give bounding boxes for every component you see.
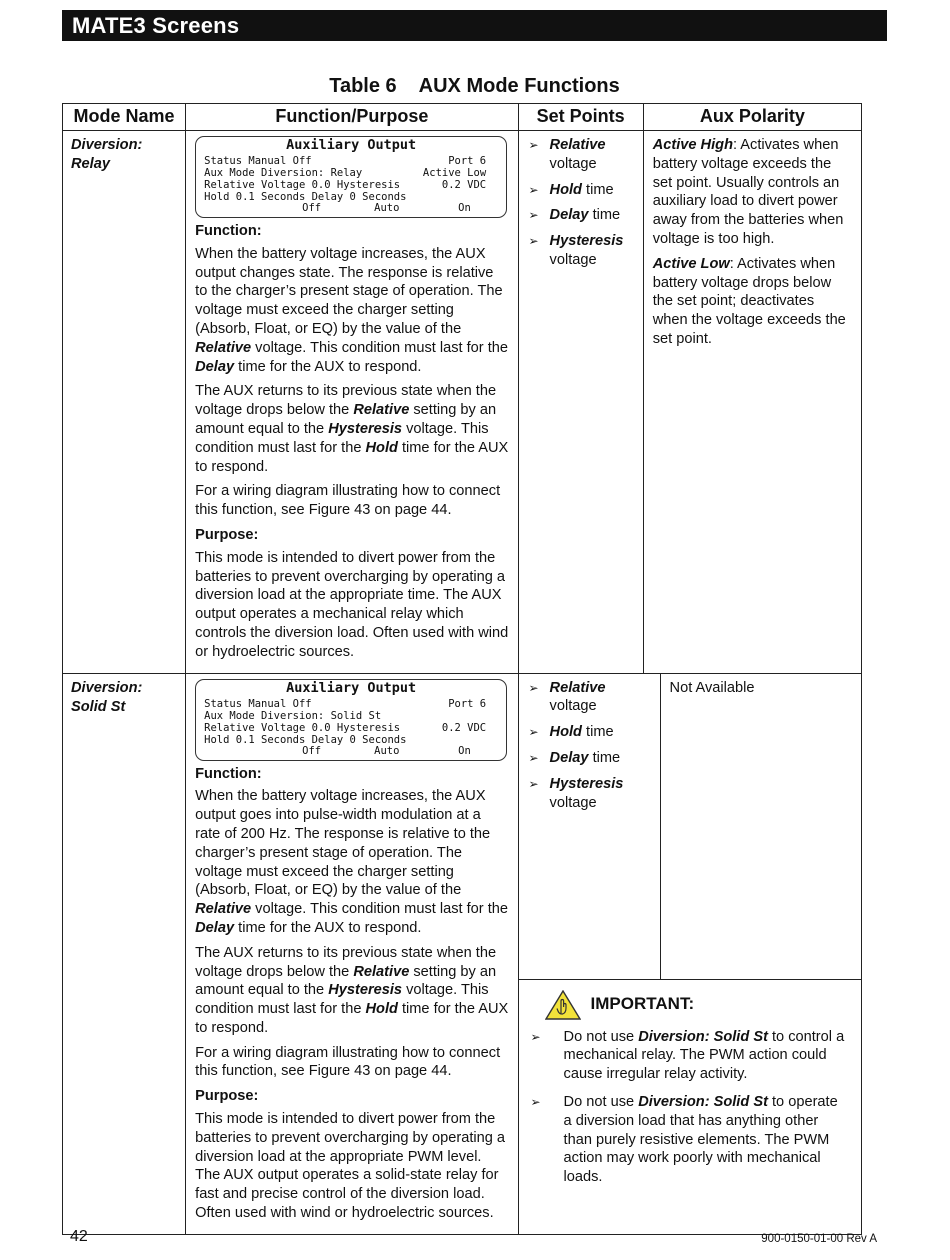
screen-hold: Hold 0.1 Seconds Delay 0 Seconds bbox=[204, 191, 407, 203]
important-box bbox=[519, 979, 861, 1202]
mode-name-line: Diversion: bbox=[71, 137, 143, 153]
important-header bbox=[545, 990, 847, 1020]
purpose-paragraph: This mode is intended to divert power from the batteries to prevent overcharging by operating a diversion load at the appropriate PWM level. The AUX output operates a solid-state relay for fast and precise control of the diversion load. Often used with wind or hydroelectric sources. bbox=[195, 1111, 506, 1222]
header-set-points: Set Points bbox=[518, 104, 643, 131]
header-mode-name: Mode Name bbox=[63, 104, 186, 131]
screen-active: Active Low bbox=[422, 167, 487, 179]
important-title: IMPORTANT: bbox=[590, 994, 695, 1014]
table-header-row bbox=[63, 104, 862, 131]
polarity-cell bbox=[643, 131, 861, 674]
set-point-item: ➢ Relative voltage bbox=[528, 137, 606, 172]
warning-hand-icon bbox=[545, 990, 581, 1020]
function-cell bbox=[186, 131, 518, 674]
set-point-item: ➢ Hold time bbox=[528, 181, 614, 198]
function-paragraph: The AUX returns to its previous state when the voltage drops below the Relative setting by an amount equal to the Hysteresis voltage. This condition must last for the Hold time for the AUX to respond. bbox=[195, 944, 509, 1036]
screen-port: Port 6 bbox=[448, 155, 487, 167]
screen-title: Auxiliary Output bbox=[286, 137, 417, 153]
softkey-off[interactable]: Off bbox=[302, 202, 322, 214]
header-aux-polarity: Aux Polarity bbox=[643, 104, 861, 131]
aux-mode-table bbox=[62, 103, 862, 1235]
arrow-bullet-icon: ➢ bbox=[530, 1029, 541, 1044]
set-point-item: ➢ Hysteresis voltage bbox=[528, 775, 624, 811]
function-heading: Function: bbox=[195, 765, 262, 782]
page-number: 42 bbox=[70, 1228, 88, 1245]
header-function: Function/Purpose bbox=[186, 104, 518, 131]
section-title: MATE3 Screens bbox=[72, 13, 240, 38]
set-point-item: ➢ Relative voltage bbox=[528, 679, 606, 715]
screen-row bbox=[204, 735, 486, 747]
function-cell bbox=[186, 673, 518, 1234]
set-point-item: ➢ Delay time bbox=[528, 207, 621, 224]
screen-aux-mode: Aux Mode Diversion: Relay bbox=[204, 167, 363, 179]
softkey-on[interactable]: On bbox=[458, 744, 471, 757]
screen-title: Auxiliary Output bbox=[286, 679, 417, 696]
mode-name-cell bbox=[63, 131, 186, 674]
purpose-heading: Purpose: bbox=[195, 1088, 259, 1105]
table-number: Table 6 bbox=[329, 75, 397, 97]
screen-row bbox=[204, 180, 486, 192]
screen-aux-mode: Aux Mode Diversion: Solid St bbox=[204, 709, 382, 722]
screen-row bbox=[204, 192, 486, 204]
screen-relative: Relative Voltage 0.0 Hysteresis bbox=[204, 721, 401, 734]
polarity-cell bbox=[661, 674, 861, 979]
screen-port: Port 6 bbox=[448, 697, 487, 710]
softkey-auto[interactable]: Auto bbox=[374, 744, 400, 757]
polarity-active-high: Active High: Activates when battery voltage exceeds the set point. Usually controls an auxiliary load to divert power away from the batteries when voltage is too high. bbox=[652, 137, 844, 247]
mode-name-cell bbox=[63, 673, 186, 1234]
arrow-bullet-icon: ➢ bbox=[528, 680, 539, 695]
set-point-item: ➢ Hold time bbox=[528, 724, 614, 741]
polarity-not-available: Not Available bbox=[669, 679, 755, 696]
screen-relative: Relative Voltage 0.0 Hysteresis bbox=[204, 179, 401, 191]
function-heading: Function: bbox=[195, 223, 262, 239]
table-caption bbox=[62, 75, 887, 98]
function-paragraph: When the battery voltage increases, the AUX output goes into pulse-width modulation at a rate of 200 Hz. The response is relative to the charger’s present stage of operation. The voltage must exceed the charger setting (Absorb, Float, or EQ) by the value of the Relative voltage. This condition must last for the Delay time for the AUX to respond. bbox=[195, 788, 508, 936]
arrow-bullet-icon: ➢ bbox=[528, 234, 539, 249]
important-item: ➢ Do not use Diversion: Solid St to operate a diversion load that has anything other than purely resistive elements. The PWM action may work poorly with mechanical loads. bbox=[530, 1093, 838, 1186]
set-points-polarity-split bbox=[519, 674, 861, 979]
mode-name-line: Diversion: bbox=[71, 679, 143, 696]
screen-row bbox=[204, 168, 486, 180]
screen-row bbox=[204, 711, 486, 723]
softkey-off[interactable]: Off bbox=[302, 744, 322, 757]
arrow-bullet-icon: ➢ bbox=[528, 182, 539, 197]
table-row bbox=[63, 673, 862, 1234]
table-title: AUX Mode Functions bbox=[418, 75, 620, 97]
screen-row bbox=[204, 156, 486, 168]
arrow-bullet-icon: ➢ bbox=[528, 138, 539, 152]
table-row bbox=[63, 131, 862, 674]
wiring-reference: For a wiring diagram illustrating how to connect this function, see Figure 43 on page 44. bbox=[195, 483, 501, 519]
screen-hold: Hold 0.1 Seconds Delay 0 Seconds bbox=[204, 733, 407, 746]
mate3-screen bbox=[195, 136, 507, 218]
document-code: 900-0150-01-00 Rev A bbox=[761, 1233, 877, 1245]
polarity-active-low: Active Low: Activates when battery voltage drops below the set point; deactivates when the voltage exceeds the set point. bbox=[652, 255, 846, 347]
screen-row bbox=[204, 723, 486, 735]
set-point-item: ➢ Delay time bbox=[528, 749, 621, 766]
purpose-paragraph: This mode is intended to divert power from the batteries to prevent overcharging by operating a diversion load at the appropriate time. The AUX output operates a mechanical relay which controls the diversion load. Often used with wind or hydroelectric sources. bbox=[195, 549, 509, 660]
screen-status: Status Manual Off bbox=[204, 155, 312, 167]
arrow-bullet-icon: ➢ bbox=[528, 750, 539, 765]
softkey-on[interactable]: On bbox=[458, 202, 471, 214]
arrow-bullet-icon: ➢ bbox=[530, 1094, 541, 1109]
softkey-auto[interactable]: Auto bbox=[374, 202, 400, 214]
function-paragraph: When the battery voltage increases, the AUX output changes state. The response is relative to the charger’s present stage of operation. The voltage must exceed the charger setting (Absorb, Float, or EQ) by the value of the Relative voltage. This condition must last for the Delay time for the AUX to respond. bbox=[195, 245, 508, 375]
section-banner bbox=[62, 10, 887, 41]
mode-name-line: Solid St bbox=[71, 698, 126, 715]
screen-row bbox=[204, 699, 486, 711]
set-point-item: ➢ Hysteresis voltage bbox=[528, 233, 624, 268]
screen-status: Status Manual Off bbox=[204, 697, 312, 710]
screen-hysteresis: 0.2 VDC bbox=[441, 179, 487, 191]
set-points-cell bbox=[518, 131, 643, 674]
purpose-heading: Purpose: bbox=[195, 526, 259, 543]
arrow-bullet-icon: ➢ bbox=[528, 208, 539, 223]
arrow-bullet-icon: ➢ bbox=[528, 725, 539, 740]
arrow-bullet-icon: ➢ bbox=[528, 776, 539, 791]
mate3-screen bbox=[195, 679, 507, 761]
set-points-and-important-cell bbox=[518, 673, 861, 1234]
mode-name-line: Relay bbox=[71, 156, 110, 172]
screen-hysteresis: 0.2 VDC bbox=[441, 721, 487, 734]
important-item: ➢ Do not use Diversion: Solid St to control a mechanical relay. The PWM action could cause irregular relay activity. bbox=[530, 1028, 845, 1083]
function-paragraph: The AUX returns to its previous state when the voltage drops below the Relative setting by an amount equal to the Hysteresis voltage. This condition must last for the Hold time for the AUX to respond. bbox=[195, 383, 509, 475]
wiring-reference: For a wiring diagram illustrating how to connect this function, see Figure 43 on page 44. bbox=[195, 1044, 501, 1080]
set-points-cell bbox=[519, 674, 661, 979]
